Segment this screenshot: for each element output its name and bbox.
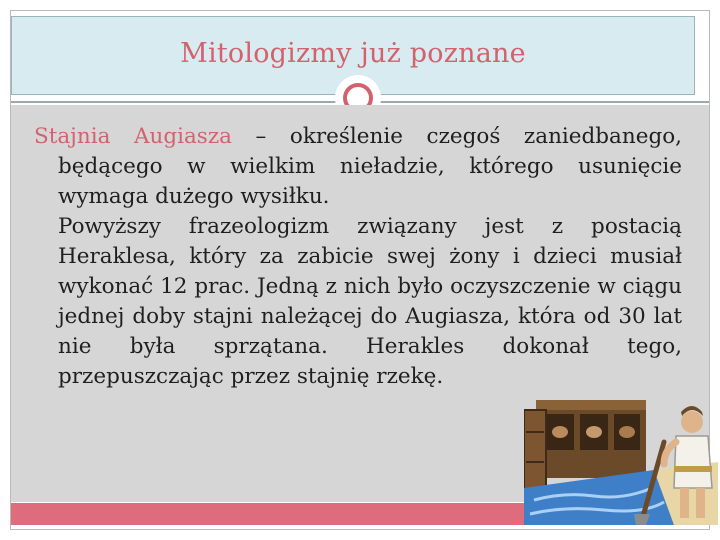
idiom-term: Stajnia Augiasza [34, 124, 232, 149]
horse-head-icon [619, 426, 635, 438]
herakles-head-icon [681, 411, 703, 433]
slide-body [34, 122, 682, 392]
horse-head-icon [552, 426, 568, 438]
explanation-paragraph: Powyższy frazeologizm związany jest z postacią Heraklesa, który za zabicie swej żony i dzieci musiał wykonać 12 prac. Jedną z nich było oczyszczenie w ciągu jednej doby stajni należącej do Augiasza, która od 30 lat nie była sprzątana. Herakles dokonał tego, przepuszczając przez stajnię rzekę. [58, 214, 682, 389]
herakles-tunic [674, 436, 712, 488]
definition-paragraph [34, 122, 682, 212]
slide-title: Mitologizmy już poznane [180, 38, 526, 69]
stable-roof-beam [536, 400, 646, 410]
horse-head-icon [586, 426, 602, 438]
idiom-definition: – określenie czegoś zaniedbanego, będącego w wielkim nieładzie, którego usunięcie wymaga dużego wysiłku. [58, 124, 682, 209]
herakles-stables-illustration [524, 392, 718, 525]
